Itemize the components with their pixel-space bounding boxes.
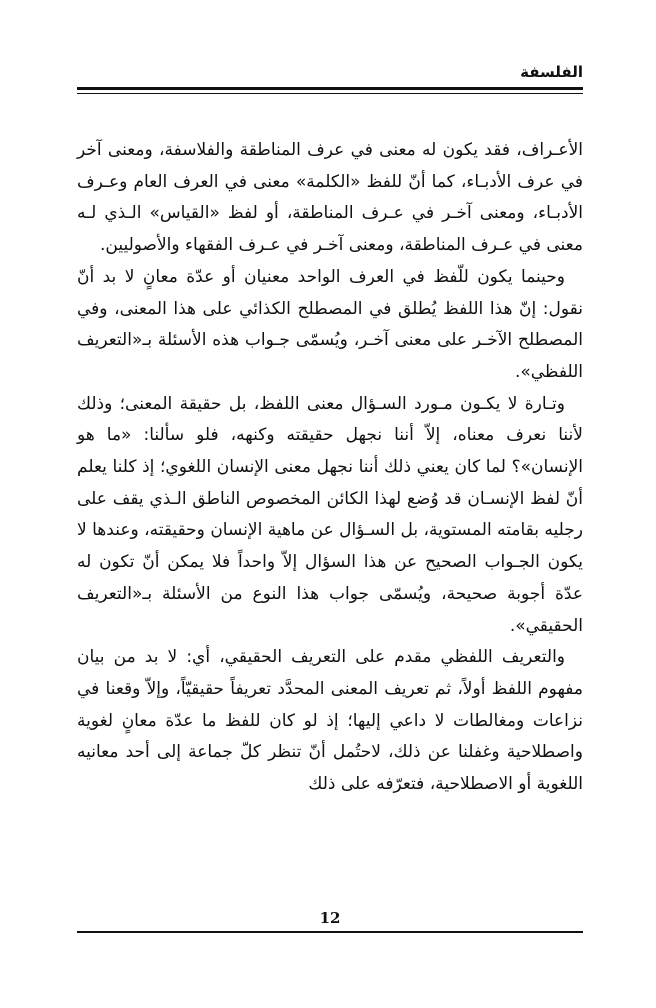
- page-footer: [77, 908, 583, 948]
- page-number: 12: [319, 909, 341, 927]
- running-header: [77, 60, 583, 100]
- paragraph-3: وتـارة لا يكـون مـورد السـؤال معنى اللفظ، بل حقيقة المعنى؛ وذلك لأننا نعرف معناه، إلاّ أننا نجهل حقيقته وكنهه، فلو سألنا: «ما هو الإنسان»؟ لما كان يعني ذلك أننا نجهل معنى الإنسان اللغوي؛ إذ كلنا يعلم أنّ لفظ الإنسـان قد وُضع لهذا الكائن المخصوص الناطق الـذي يقف على رجليه بقامته المستوية، بل السـؤال عن ماهية الإنسان وحقيقته، وعندها لا يكون الجـواب الصحيح عن هذا السؤال إلاّ واحداً فلا يمكن أنّ تكون له عدّة أجوبة صحيحة، ويُسمّى جواب هذا النوع من الأسئلة بـ«التعريف الحقيقي».: [77, 393, 583, 636]
- body-text: [77, 135, 583, 801]
- paragraph-2: وحينما يكون للّفظ في العرف الواحد معنيان أو عدّة معانٍ لا بد أنّ نقول: إنّ هذا اللفظ يُطلق في المصطلح الكذائي على هذا المعنى، وفي المصطلح الآخـر على معنى آخـر، ويُسمّى جـواب هذه الأسئلة بـ«التعريف اللفظي».: [77, 266, 583, 382]
- running-header-title: الفلسفة: [520, 63, 583, 81]
- paragraph-1: الأعـراف، فقد يكون له معنى في عرف المناطقة والفلاسفة، ومعنى آخر في عرف الأدبـاء، كما أنّ للفظ «الكلمة» معنى في العرف العام وعـرف الأدبـاء، ومعنى آخـر في عـرف المناطقة، أو لفظ «القياس» الـذي لـه معنى في عـرف المناطقة، ومعنى آخـر في عـرف الفقهاء والأصوليين.: [77, 140, 583, 256]
- footer-rule: [77, 931, 583, 933]
- header-rule-thick: [77, 87, 583, 90]
- header-rule-thin: [77, 93, 583, 94]
- paragraph-4: والتعريف اللفظي مقدم على التعريف الحقيقي، أي: لا بد من بيان مفهوم اللفظ أولاً، ثم تعريف المعنى المحدَّد تعريفاً حقيقيّاً، وإلاّ وقعنا في نزاعات ومغالطات لا داعي إليها؛ إذ لو كان للفظ ما عدّة معانٍ لغوية واصطلاحية وغفلنا عن ذلك، لاحتُمل أنّ تنظر كلّ جماعة إلى أحد معانيه اللغوية أو الاصطلاحية، فتعرّفه على ذلك: [77, 647, 583, 795]
